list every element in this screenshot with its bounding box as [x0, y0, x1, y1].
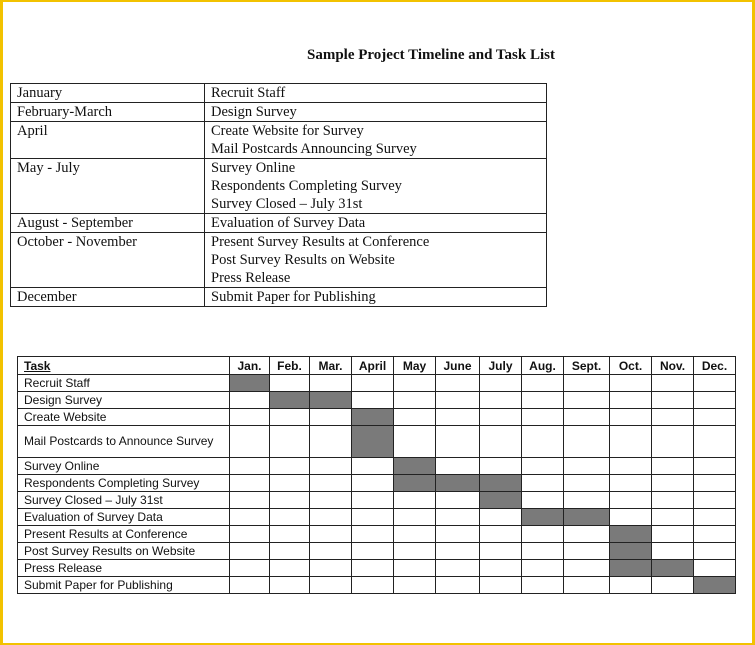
gantt-cell [352, 560, 394, 577]
gantt-cell [394, 509, 436, 526]
gantt-cell [652, 375, 694, 392]
gantt-bar [310, 392, 352, 409]
gantt-month-header: Nov. [652, 357, 694, 375]
gantt-cell [652, 526, 694, 543]
gantt-cell [480, 375, 522, 392]
gantt-cell [564, 543, 610, 560]
gantt-cell [310, 409, 352, 426]
gantt-cell [310, 375, 352, 392]
gantt-cell [310, 509, 352, 526]
gantt-month-header: May [394, 357, 436, 375]
gantt-cell [610, 577, 652, 594]
gantt-cell [270, 509, 310, 526]
gantt-cell [310, 426, 352, 458]
gantt-cell [436, 509, 480, 526]
timeline-row [11, 159, 547, 214]
gantt-cell [230, 426, 270, 458]
gantt-bar [610, 543, 652, 560]
gantt-cell [522, 409, 564, 426]
gantt-task-name: Survey Online [18, 458, 230, 475]
gantt-cell [436, 392, 480, 409]
gantt-row [18, 509, 736, 526]
gantt-cell [694, 475, 736, 492]
gantt-cell [652, 492, 694, 509]
gantt-cell [436, 526, 480, 543]
gantt-cell [310, 577, 352, 594]
gantt-cell [564, 458, 610, 475]
timeline-task: Create Website for Survey [211, 123, 364, 139]
gantt-cell [436, 492, 480, 509]
gantt-month-header: Aug. [522, 357, 564, 375]
gantt-cell [230, 560, 270, 577]
gantt-bar [394, 475, 436, 492]
gantt-cell [394, 526, 436, 543]
timeline-row [11, 288, 547, 307]
gantt-cell [352, 458, 394, 475]
gantt-cell [610, 509, 652, 526]
timeline-row [11, 233, 547, 288]
gantt-cell [436, 458, 480, 475]
gantt-task-name: Design Survey [18, 392, 230, 409]
gantt-cell [610, 392, 652, 409]
gantt-cell [694, 509, 736, 526]
gantt-cell [610, 458, 652, 475]
gantt-bar [480, 492, 522, 509]
gantt-cell [522, 492, 564, 509]
timeline-period: May - July [11, 159, 205, 214]
gantt-bar [564, 509, 610, 526]
gantt-cell [652, 577, 694, 594]
gantt-cell [394, 409, 436, 426]
gantt-cell [230, 492, 270, 509]
gantt-cell [310, 560, 352, 577]
gantt-cell [230, 526, 270, 543]
gantt-row [18, 526, 736, 543]
timeline-period: October - November [11, 233, 205, 288]
gantt-task-name: Survey Closed – July 31st [18, 492, 230, 509]
gantt-cell [480, 543, 522, 560]
gantt-cell [694, 543, 736, 560]
gantt-task-name: Present Results at Conference [18, 526, 230, 543]
gantt-cell [230, 577, 270, 594]
gantt-cell [270, 375, 310, 392]
gantt-cell [394, 492, 436, 509]
gantt-cell [270, 426, 310, 458]
gantt-cell [230, 543, 270, 560]
gantt-cell [694, 560, 736, 577]
gantt-row [18, 475, 736, 492]
timeline-task: Survey Online [211, 160, 296, 176]
title-text: Sample Project Timeline and Task List [307, 47, 555, 63]
gantt-cell [564, 577, 610, 594]
gantt-row [18, 426, 736, 458]
gantt-month-header: Feb. [270, 357, 310, 375]
gantt-cell [394, 392, 436, 409]
gantt-cell [694, 526, 736, 543]
gantt-row [18, 392, 736, 409]
timeline-row [11, 103, 547, 122]
timeline-period: August - September [11, 214, 205, 233]
gantt-cell [564, 409, 610, 426]
timeline-task: Submit Paper for Publishing [211, 289, 376, 305]
timeline-period: April [11, 122, 205, 159]
gantt-cell [310, 458, 352, 475]
gantt-cell [652, 543, 694, 560]
gantt-month-header: Dec. [694, 357, 736, 375]
gantt-cell [652, 475, 694, 492]
gantt-cell [610, 426, 652, 458]
gantt-cell [270, 560, 310, 577]
gantt-bar [522, 509, 564, 526]
gantt-cell [480, 392, 522, 409]
gantt-task-name: Create Website [18, 409, 230, 426]
gantt-cell [270, 475, 310, 492]
timeline-period: January [11, 84, 205, 103]
gantt-cell [436, 577, 480, 594]
gantt-cell [610, 492, 652, 509]
gantt-cell [480, 409, 522, 426]
gantt-cell [270, 409, 310, 426]
gantt-cell [436, 560, 480, 577]
gantt-cell [310, 475, 352, 492]
gantt-cell [694, 392, 736, 409]
gantt-bar [394, 458, 436, 475]
gantt-bar [610, 526, 652, 543]
timeline-tasks [205, 84, 547, 103]
gantt-cell [310, 543, 352, 560]
timeline-task: Recruit Staff [211, 85, 286, 101]
gantt-task-name: Submit Paper for Publishing [18, 577, 230, 594]
gantt-cell [564, 392, 610, 409]
timeline-task: Post Survey Results on Website [211, 252, 395, 268]
gantt-cell [352, 392, 394, 409]
gantt-cell [522, 577, 564, 594]
timeline-task: Mail Postcards Announcing Survey [211, 141, 417, 157]
gantt-month-header: April [352, 357, 394, 375]
gantt-task-header: Task [18, 357, 230, 375]
gantt-bar [694, 577, 736, 594]
gantt-task-name: Press Release [18, 560, 230, 577]
gantt-row [18, 560, 736, 577]
gantt-cell [230, 475, 270, 492]
timeline-task: Present Survey Results at Conference [211, 234, 430, 250]
gantt-cell [310, 492, 352, 509]
gantt-bar [352, 426, 394, 458]
gantt-cell [270, 543, 310, 560]
gantt-month-header: July [480, 357, 522, 375]
timeline-period: December [11, 288, 205, 307]
gantt-cell [480, 577, 522, 594]
gantt-table [17, 356, 736, 594]
gantt-cell [230, 392, 270, 409]
gantt-cell [436, 375, 480, 392]
gantt-cell [352, 509, 394, 526]
timeline-task: Evaluation of Survey Data [211, 215, 366, 231]
timeline-task: Survey Closed – July 31st [211, 196, 363, 212]
gantt-cell [652, 426, 694, 458]
gantt-cell [394, 543, 436, 560]
gantt-cell [652, 409, 694, 426]
timeline-tasks [205, 122, 547, 159]
gantt-cell [480, 526, 522, 543]
gantt-cell [564, 492, 610, 509]
gantt-cell [352, 543, 394, 560]
gantt-cell [352, 492, 394, 509]
gantt-cell [652, 509, 694, 526]
timeline-tasks [205, 233, 547, 288]
gantt-cell [694, 375, 736, 392]
timeline-row [11, 214, 547, 233]
gantt-cell [352, 526, 394, 543]
gantt-row [18, 543, 736, 560]
gantt-row [18, 458, 736, 475]
gantt-month-header: Mar. [310, 357, 352, 375]
timeline-task: Respondents Completing Survey [211, 178, 402, 194]
gantt-cell [270, 492, 310, 509]
gantt-cell [694, 458, 736, 475]
gantt-task-name: Recruit Staff [18, 375, 230, 392]
timeline-tasks [205, 214, 547, 233]
gantt-cell [270, 577, 310, 594]
gantt-cell [522, 526, 564, 543]
gantt-cell [610, 375, 652, 392]
gantt-task-name: Mail Postcards to Announce Survey [18, 426, 230, 458]
timeline-tasks [205, 288, 547, 307]
gantt-task-name: Evaluation of Survey Data [18, 509, 230, 526]
gantt-cell [564, 560, 610, 577]
gantt-cell [652, 392, 694, 409]
gantt-cell [310, 526, 352, 543]
gantt-task-name: Respondents Completing Survey [18, 475, 230, 492]
gantt-cell [352, 475, 394, 492]
gantt-cell [522, 375, 564, 392]
gantt-cell [394, 577, 436, 594]
gantt-row [18, 577, 736, 594]
gantt-cell [652, 458, 694, 475]
timeline-period: February-March [11, 103, 205, 122]
gantt-cell [522, 458, 564, 475]
gantt-bar [270, 392, 310, 409]
gantt-month-header: June [436, 357, 480, 375]
gantt-cell [270, 458, 310, 475]
gantt-cell [352, 577, 394, 594]
timeline-row [11, 84, 547, 103]
gantt-cell [694, 426, 736, 458]
gantt-cell [480, 560, 522, 577]
timeline-tasks [205, 159, 547, 214]
timeline-row [11, 122, 547, 159]
gantt-cell [230, 409, 270, 426]
gantt-cell [564, 475, 610, 492]
gantt-month-header: Oct. [610, 357, 652, 375]
gantt-month-header: Jan. [230, 357, 270, 375]
gantt-cell [480, 458, 522, 475]
gantt-row [18, 409, 736, 426]
gantt-cell [564, 526, 610, 543]
gantt-cell [522, 560, 564, 577]
gantt-cell [694, 409, 736, 426]
gantt-cell [436, 543, 480, 560]
gantt-cell [230, 458, 270, 475]
gantt-cell [610, 409, 652, 426]
gantt-bar [652, 560, 694, 577]
timeline-task: Design Survey [211, 104, 297, 120]
gantt-cell [610, 475, 652, 492]
gantt-cell [564, 375, 610, 392]
gantt-cell [352, 375, 394, 392]
gantt-bar [436, 475, 480, 492]
gantt-cell [694, 492, 736, 509]
gantt-cell [230, 509, 270, 526]
gantt-cell [436, 426, 480, 458]
timeline-tasks [205, 103, 547, 122]
gantt-cell [394, 560, 436, 577]
gantt-cell [436, 409, 480, 426]
gantt-bar [352, 409, 394, 426]
gantt-task-name: Post Survey Results on Website [18, 543, 230, 560]
gantt-cell [522, 392, 564, 409]
gantt-cell [270, 526, 310, 543]
gantt-cell [394, 375, 436, 392]
gantt-bar [230, 375, 270, 392]
gantt-row [18, 492, 736, 509]
gantt-bar [480, 475, 522, 492]
gantt-cell [522, 426, 564, 458]
gantt-cell [522, 475, 564, 492]
timeline-task: Press Release [211, 270, 291, 286]
gantt-month-header: Sept. [564, 357, 610, 375]
gantt-cell [564, 426, 610, 458]
gantt-row [18, 375, 736, 392]
gantt-cell [522, 543, 564, 560]
gantt-bar [610, 560, 652, 577]
gantt-cell [394, 426, 436, 458]
gantt-cell [480, 426, 522, 458]
gantt-cell [480, 509, 522, 526]
timeline-table [10, 83, 547, 307]
